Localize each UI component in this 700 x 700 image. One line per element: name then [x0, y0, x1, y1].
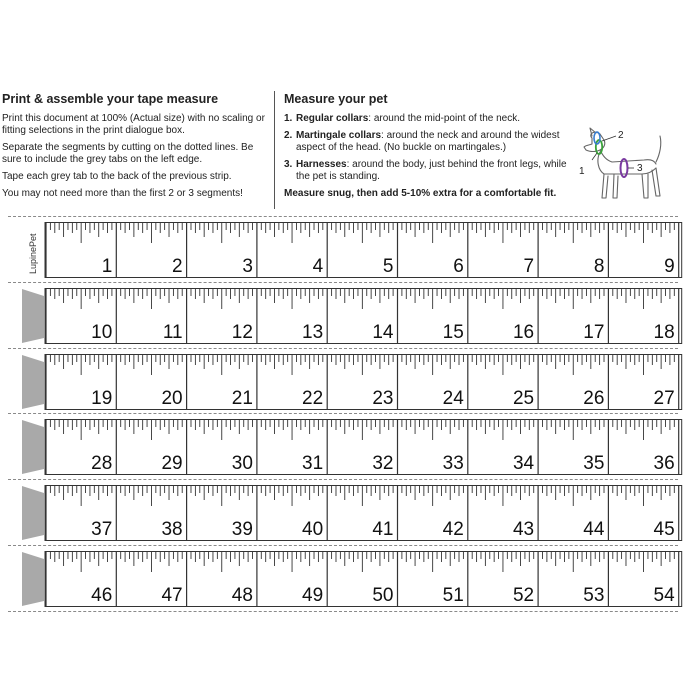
- instruction-separate: Separate the segments by cutting on the dotted lines. Be sure to include the grey tabs on the left edge.: [2, 142, 254, 165]
- dog-label-3: 3: [637, 163, 643, 174]
- step-text: : around the neck and around the widest aspect of the head. (No buckle on martingales.): [296, 130, 560, 153]
- dog-illustration-icon: [578, 126, 678, 206]
- instruction-print: Print this document at 100% (Actual size) with no scaling or fitting selections in the print dialogue box.: [2, 113, 265, 136]
- tape-number: 37: [91, 519, 113, 541]
- cut-line: [8, 413, 678, 414]
- strip-frame: [45, 223, 682, 278]
- tape-strip: [0, 288, 700, 346]
- cut-line: [8, 282, 678, 283]
- tape-number: 24: [442, 387, 464, 409]
- step-number: 3.: [284, 159, 293, 170]
- assembly-heading: Print & assemble your tape measure: [2, 92, 219, 106]
- step-title: Regular collars: [296, 113, 369, 124]
- step-harnesses: [284, 159, 568, 183]
- tape-number: 33: [442, 453, 464, 475]
- assembly-instructions: [2, 92, 270, 205]
- glue-tab: [22, 552, 44, 606]
- instruction-segments: You may not need more than the first 2 or 3 segments!: [2, 188, 243, 199]
- tape-number: 19: [91, 387, 113, 409]
- tape-number: 25: [512, 387, 535, 409]
- tape-number: 45: [653, 519, 675, 541]
- tape-number: 5: [382, 256, 394, 277]
- tape-number: 34: [512, 453, 535, 475]
- measure-heading: Measure your pet: [284, 92, 388, 106]
- glue-tab: [22, 355, 44, 409]
- tape-number: 49: [302, 585, 324, 606]
- tape-strip: [0, 419, 700, 477]
- tape-strip: [0, 354, 700, 412]
- tape-number: 43: [512, 519, 535, 541]
- tape-number: 26: [583, 387, 605, 409]
- tape-number: 32: [372, 453, 394, 475]
- step-number: 2.: [284, 130, 293, 141]
- tape-number: 10: [91, 321, 113, 343]
- cut-line: [8, 545, 678, 546]
- column-divider: [274, 91, 275, 209]
- step-number: 1.: [284, 113, 293, 124]
- step-martingale-collars: [284, 130, 564, 154]
- instruction-tape: Tape each grey tab to the back of the previous strip.: [2, 171, 232, 182]
- step-title: Martingale collars: [296, 130, 382, 141]
- tape-number: 18: [653, 321, 675, 343]
- fit-note: Measure snug, then add 5-10% extra for a comfortable fit.: [284, 188, 557, 199]
- tape-number: 17: [583, 321, 605, 343]
- tape-number: 2: [172, 256, 183, 277]
- tape-number: 40: [302, 519, 324, 541]
- tape-number: 27: [653, 387, 675, 409]
- glue-tab: [22, 486, 44, 540]
- tape-number: 12: [231, 321, 253, 343]
- tape-number: 50: [372, 585, 394, 606]
- tape-number: 35: [583, 453, 605, 475]
- tape-number: 6: [453, 256, 464, 277]
- tape-strip: [0, 551, 700, 609]
- dog-label-1: 1: [579, 166, 585, 177]
- tape-number: 4: [312, 256, 324, 277]
- tape-number: 9: [664, 256, 675, 277]
- glue-tab: [22, 420, 44, 474]
- measure-instructions: [284, 92, 614, 200]
- brand-label: LupinePet: [28, 233, 38, 274]
- tape-strip: [0, 222, 700, 280]
- step-regular-collars: [284, 113, 564, 125]
- glue-tab: [22, 289, 44, 343]
- tape-number: 3: [242, 256, 253, 277]
- tape-number: 8: [593, 256, 605, 277]
- tape-number: 53: [583, 585, 605, 606]
- tape-number: 21: [231, 387, 253, 409]
- tape-number: 13: [302, 321, 324, 343]
- cut-line: [8, 479, 678, 480]
- tape-number: 7: [523, 256, 535, 277]
- tape-number: 30: [231, 453, 253, 475]
- cut-line: [8, 216, 678, 217]
- tape-number: 41: [372, 519, 394, 541]
- cut-line: [8, 348, 678, 349]
- tape-number: 51: [442, 585, 464, 606]
- tape-number: 16: [512, 321, 535, 343]
- step-text: : around the body, just behind the front legs, while the pet is standing.: [296, 159, 567, 182]
- tape-number: 44: [583, 519, 605, 541]
- tape-number: 36: [653, 453, 675, 475]
- tape-number: 28: [91, 453, 113, 475]
- tape-number: 39: [231, 519, 253, 541]
- tape-number: 52: [512, 585, 535, 606]
- tape-number: 23: [372, 387, 394, 409]
- dog-label-2: 2: [618, 130, 624, 141]
- tape-number: 48: [231, 585, 253, 606]
- cut-line: [8, 611, 678, 612]
- step-title: Harnesses: [296, 159, 347, 170]
- tape-number: 15: [442, 321, 464, 343]
- tape-number: 54: [653, 585, 675, 606]
- tape-number: 14: [372, 321, 394, 343]
- tape-number: 31: [302, 453, 324, 475]
- tape-number: 42: [442, 519, 464, 541]
- tape-number: 47: [161, 585, 183, 606]
- tape-number: 20: [161, 387, 183, 409]
- step-text: : around the mid-point of the neck.: [368, 113, 521, 124]
- tape-number: 38: [161, 519, 183, 541]
- tape-number: 46: [91, 585, 113, 606]
- measure-steps: [284, 113, 614, 183]
- tape-number: 22: [302, 387, 324, 409]
- tape-number: 11: [162, 321, 183, 343]
- tape-number: 1: [101, 256, 113, 277]
- tape-strip: [0, 485, 700, 543]
- tape-number: 29: [161, 453, 183, 475]
